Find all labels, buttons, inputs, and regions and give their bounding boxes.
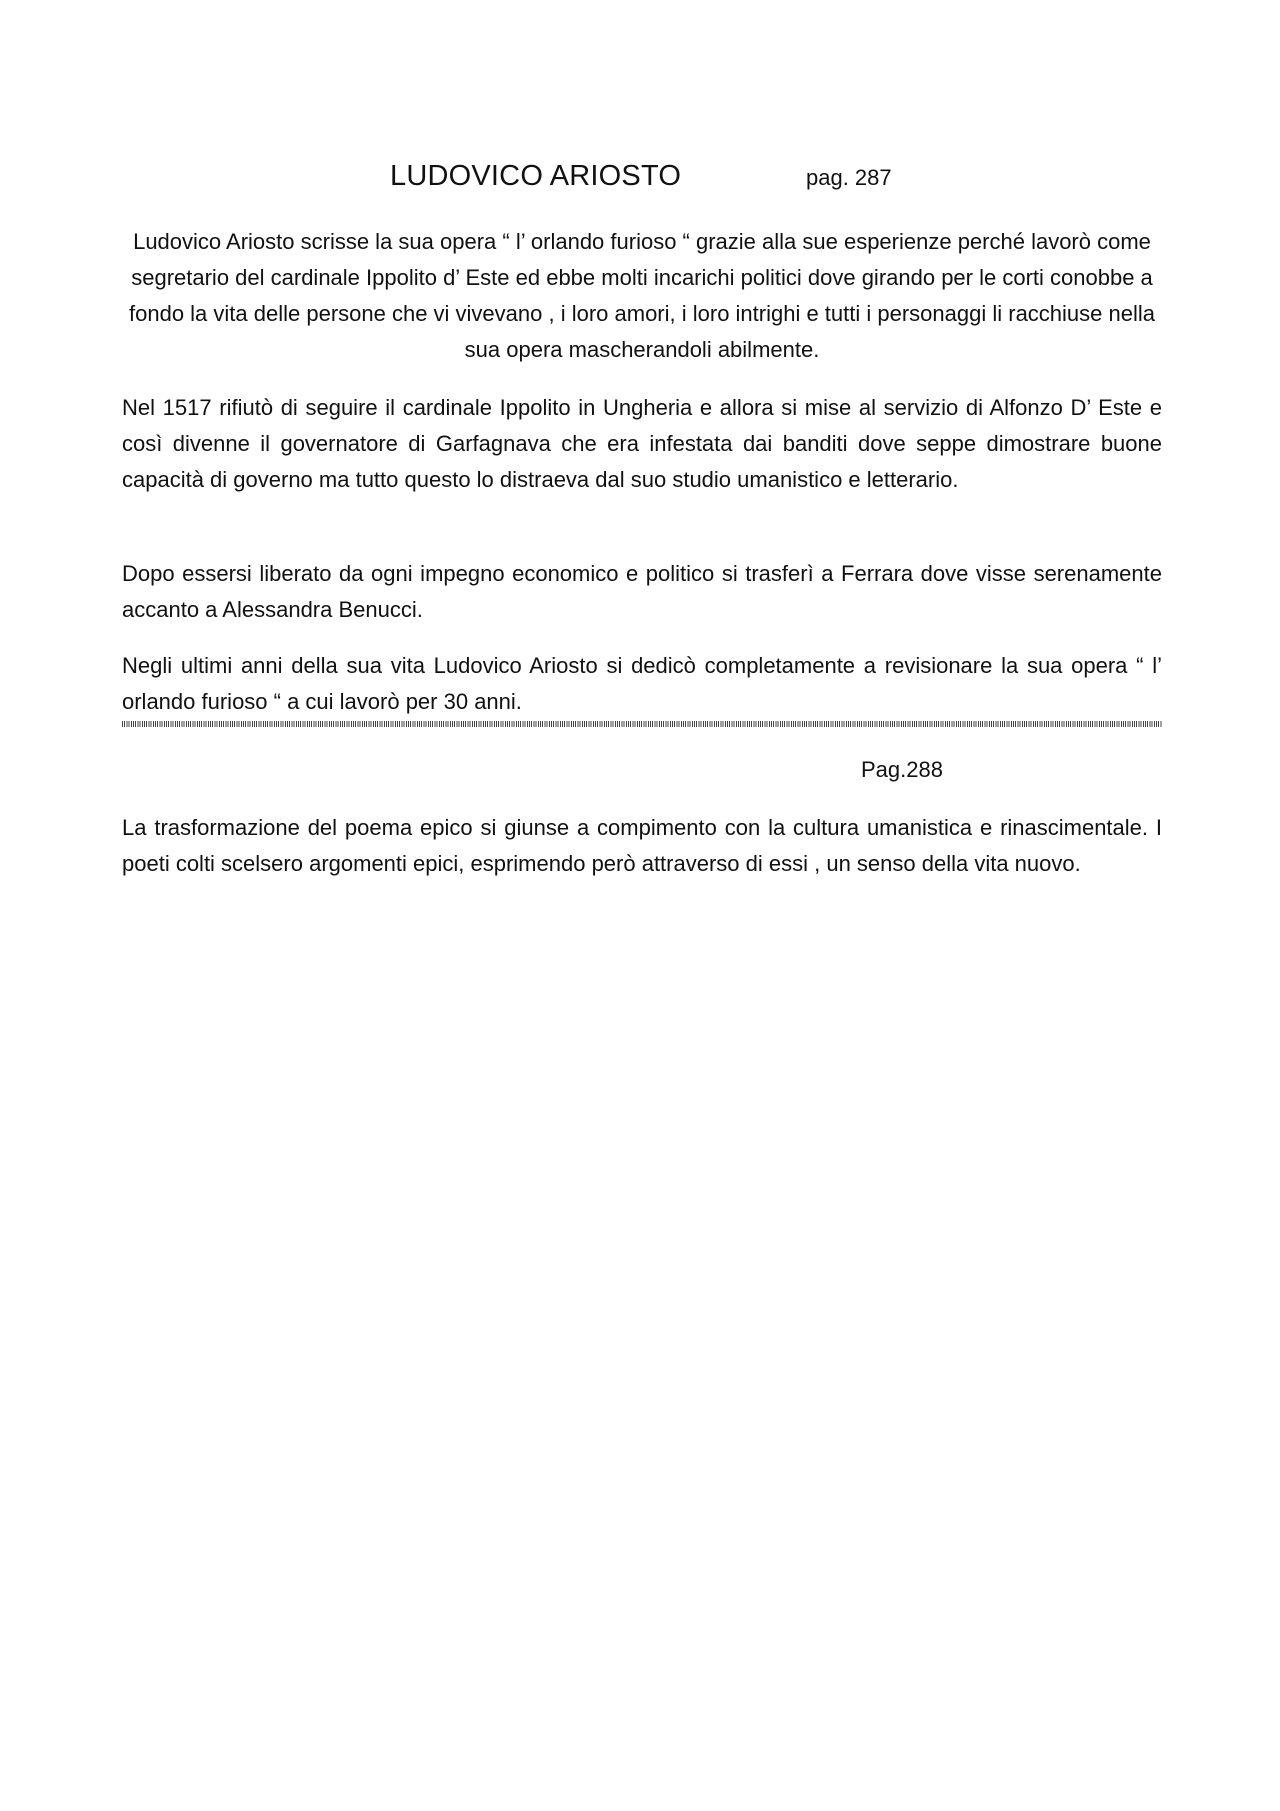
title-row [0,158,1280,198]
paragraph-last-years: Negli ultimi anni della sua vita Ludovico Ariosto si dedicò completamente a revisionare la sua opera “ l’ orlando furioso “ a cui lavorò per 30 anni. [122,653,1162,714]
section-divider [122,721,1162,727]
paragraph-intro: Ludovico Ariosto scrisse la sua opera “ l’ orlando furioso “ grazie alla sue esperienze perché lavorò come segretario del cardinale Ippolito d’ Este ed ebbe molti incarichi politici dove girando per le corti conobbe a fondo la vita delle persone che vi vivevano , i loro amori, i loro intrighi e tutti i personaggi li racchiuse nella sua opera mascherandoli abilmente. [129,229,1155,362]
page-title: LUDOVICO ARIOSTO [390,160,682,192]
paragraph-ferrara: Dopo essersi liberato da ogni impegno economico e politico si trasferì a Ferrara dove visse serenamente accanto a Alessandra Benucci. [122,561,1162,622]
paragraph-epic-poem: La trasformazione del poema epico si giunse a compimento con la cultura umanistica e rinascimentale. I poeti colti scelsero argomenti epici, esprimendo però attraverso di essi , un senso della vita nuovo. [122,815,1162,876]
paragraph-1517: Nel 1517 rifiutò di seguire il cardinale Ippolito in Ungheria e allora si mise al servizio di Alfonzo D’ Este e così divenne il governatore di Garfagnava che era infestata dai banditi dove seppe dimostrare buone capacità di governo ma tutto questo lo distraeva dal suo studio umanistico e letterario. [122,395,1162,492]
page-reference-2: Pag.288 [861,757,943,782]
page-reference: pag. 287 [806,165,892,190]
